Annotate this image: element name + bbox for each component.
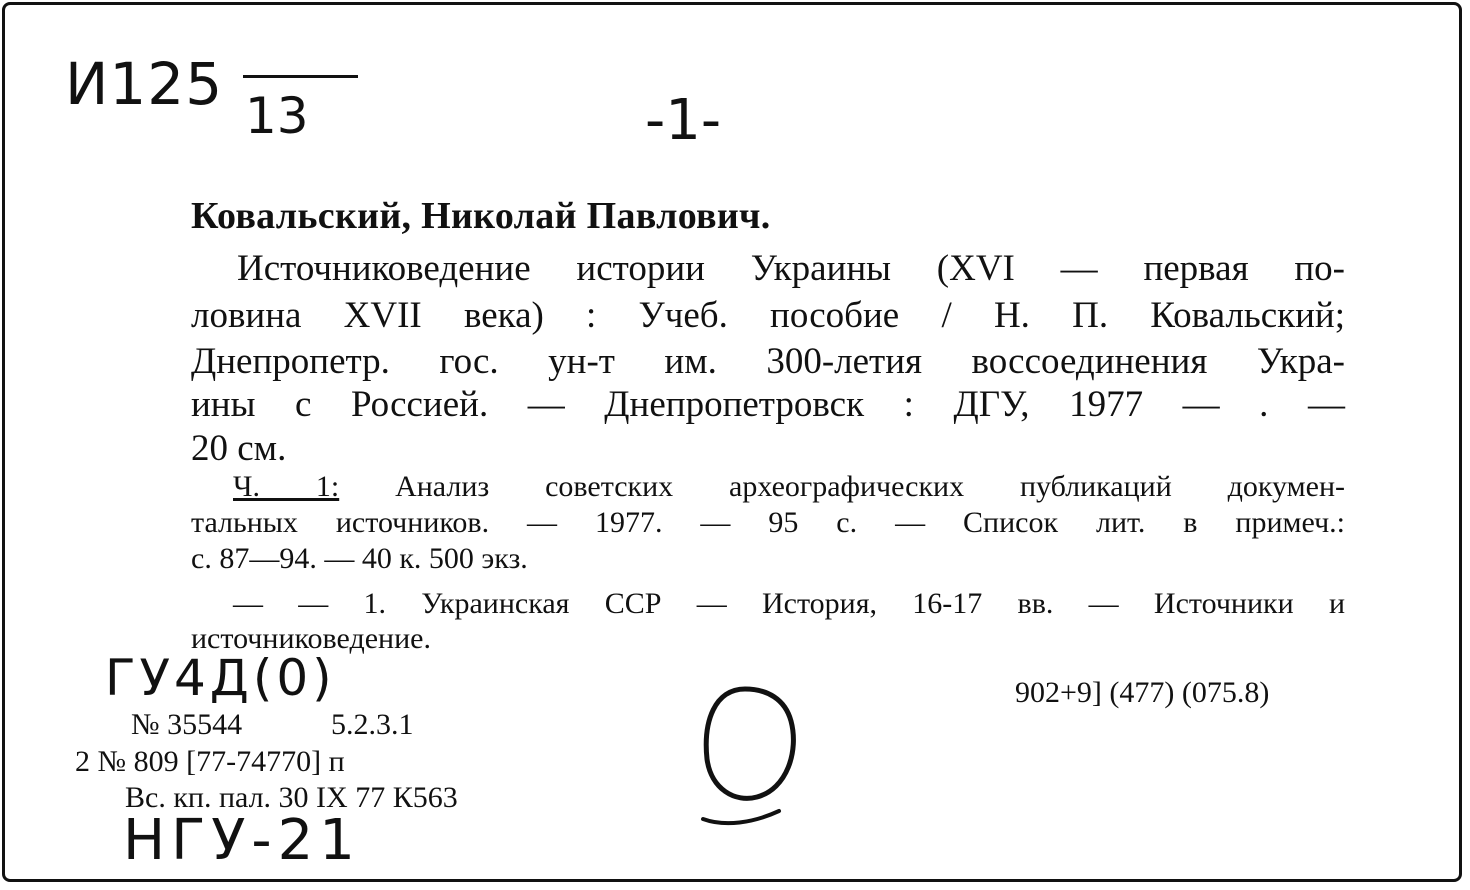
handwritten-ngu-mark: НГУ-21 — [123, 808, 361, 873]
title-line-4: ины с Россией. — Днепропетровск : ДГУ, 1977 — . — — [191, 384, 1345, 425]
catalog-card — [2, 2, 1462, 882]
imprint-registry: Вс. кп. пал. 30 IX 77 К563 — [125, 781, 458, 814]
handwritten-gu-mark: ГУ4Д(0) — [105, 649, 336, 707]
call-number-fraction-bar — [243, 75, 358, 78]
title-line-1: Источниковедение истории Украины (XVI — первая по- — [237, 248, 1345, 289]
part-line-2: тальных источников. — 1977. — 95 с. — Список лит. в примеч.: — [191, 506, 1345, 539]
title-line-5: 20 см. — [191, 428, 287, 469]
subject-line-2: источниковедение. — [191, 622, 431, 655]
part-line-1-rest: Анализ советских археографических публикаций докумен- — [339, 470, 1345, 503]
handwritten-page-number: -1- — [645, 88, 722, 153]
author-heading: Ковальский, Николай Павлович. — [191, 195, 771, 237]
handwritten-call-number-denominator: 13 — [245, 87, 309, 145]
imprint-code: 5.2.3.1 — [331, 708, 414, 741]
handwritten-call-number: И125 — [65, 50, 224, 118]
imprint-order: 2 № 809 [77-74770] п — [75, 745, 345, 778]
part-line-1 — [233, 472, 1345, 502]
part-line-3: с. 87—94. — 40 к. 500 экз. — [191, 542, 528, 575]
classification-code: 902+9] (477) (075.8) — [1015, 676, 1270, 709]
imprint-number: № 35544 — [131, 708, 243, 741]
title-line-2: ловина XVII века) : Учеб. пособие / Н. П. Ковальский; — [191, 295, 1345, 336]
handwritten-circle-mark — [695, 681, 815, 841]
subject-line-1: — — 1. Украинская ССР — История, 16-17 вв. — Источники и — [233, 587, 1345, 620]
title-line-3: Днепропетр. гос. ун-т им. 300-летия воссоединения Укра- — [191, 341, 1345, 382]
part-label: Ч. 1: — [233, 470, 340, 503]
